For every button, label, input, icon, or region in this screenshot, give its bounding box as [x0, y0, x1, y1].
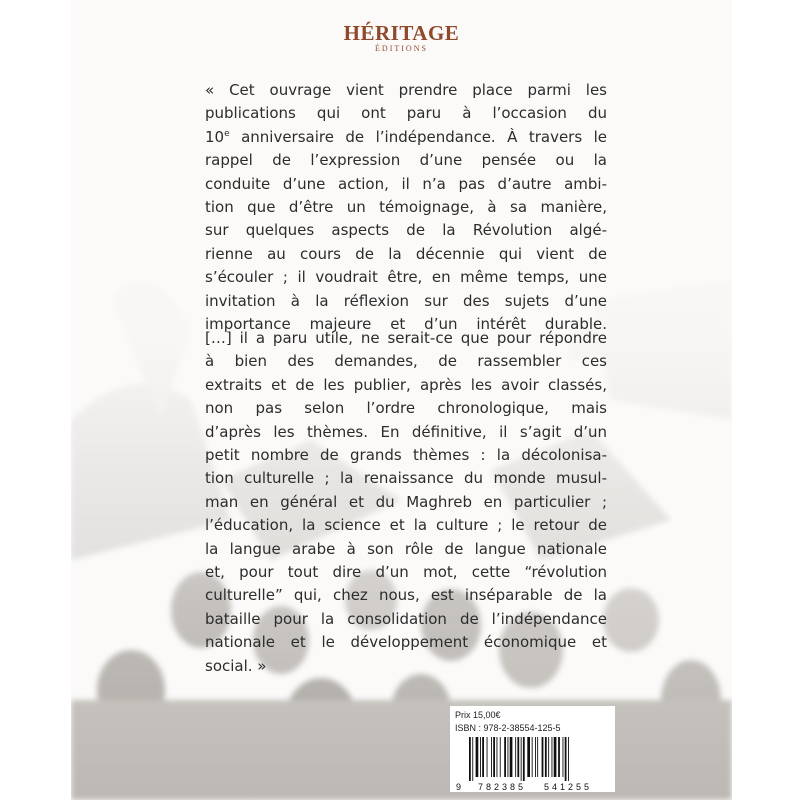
text-line: social. » [205, 656, 267, 675]
barcode-left-digits: 782385 [478, 782, 527, 792]
text-line: petit nombre de grands thèmes : la décolonisa- [205, 446, 607, 465]
text-line: à bien des demandes, de rassembler ces [205, 352, 607, 371]
text-line: la langue arabe à son rôle de langue nationale [205, 539, 607, 558]
text-line: bataille pour la consolidation de l’indépendance [205, 609, 607, 628]
text-line: […] il a paru utile, ne serait-ce que pour répondre [205, 329, 607, 347]
publisher-name: HÉRITAGE [343, 21, 460, 45]
text-line: publications qui ont paru à l’occasion du [205, 104, 607, 123]
quote-paragraph-2 [205, 327, 607, 678]
text-line: conduite d’une action, il n’a pas d’autre ambi- [205, 174, 607, 193]
text-line: culturelle” qui, chez nous, est inséparable de la [205, 586, 607, 605]
publisher-subname: ÉDITIONS [375, 44, 428, 53]
text-line: s’écouler ; il voudrait être, en même temps, une [205, 268, 607, 287]
text-line: invitation à la réflexion sur des sujets d’une [205, 291, 607, 310]
text-line: « Cet ouvrage vient prendre place parmi les [205, 81, 607, 99]
barcode-icon [468, 737, 608, 781]
text-line: et, pour tout dire d’un mot, cette “révolution [205, 563, 607, 582]
text-line: tion que d’être un témoignage, à sa manière, [205, 198, 607, 217]
text-line: 10e anniversaire de l’indépendance. À travers le [205, 127, 607, 146]
text-line: importance majeure et d’un intérêt durable. [205, 315, 607, 334]
text-line: l’éducation, la science et la culture ; le retour de [205, 516, 607, 535]
barcode-lead-digit: 9 [456, 782, 462, 792]
text-line: sur quelques aspects de la Révolution algé- [205, 221, 607, 240]
isbn-label: ISBN : 978-2-38554-125-5 [455, 723, 561, 733]
text-line: tion culturelle ; la renaissance du monde musul- [205, 469, 607, 488]
text-line: man en général et du Maghreb en particulier ; [205, 492, 607, 511]
text-line: non pas selon l’ordre chronologique, mais [205, 399, 607, 418]
barcode-right-digits: 541255 [544, 782, 593, 792]
text-line: d’après les thèmes. En définitive, il s’agit d’un [205, 422, 607, 441]
quote-paragraph-1 [205, 79, 607, 336]
price-label: Prix 15,00€ [455, 710, 501, 720]
text-line: extraits et de les publier, après les avoir classés, [205, 375, 607, 394]
text-line: rappel de l’expression d’une pensée ou la [205, 151, 607, 170]
text-line: rienne au cours de la décennie qui vient de [205, 244, 607, 263]
text-line: nationale et le développement économique et [205, 633, 607, 652]
publisher-logo [71, 22, 732, 54]
